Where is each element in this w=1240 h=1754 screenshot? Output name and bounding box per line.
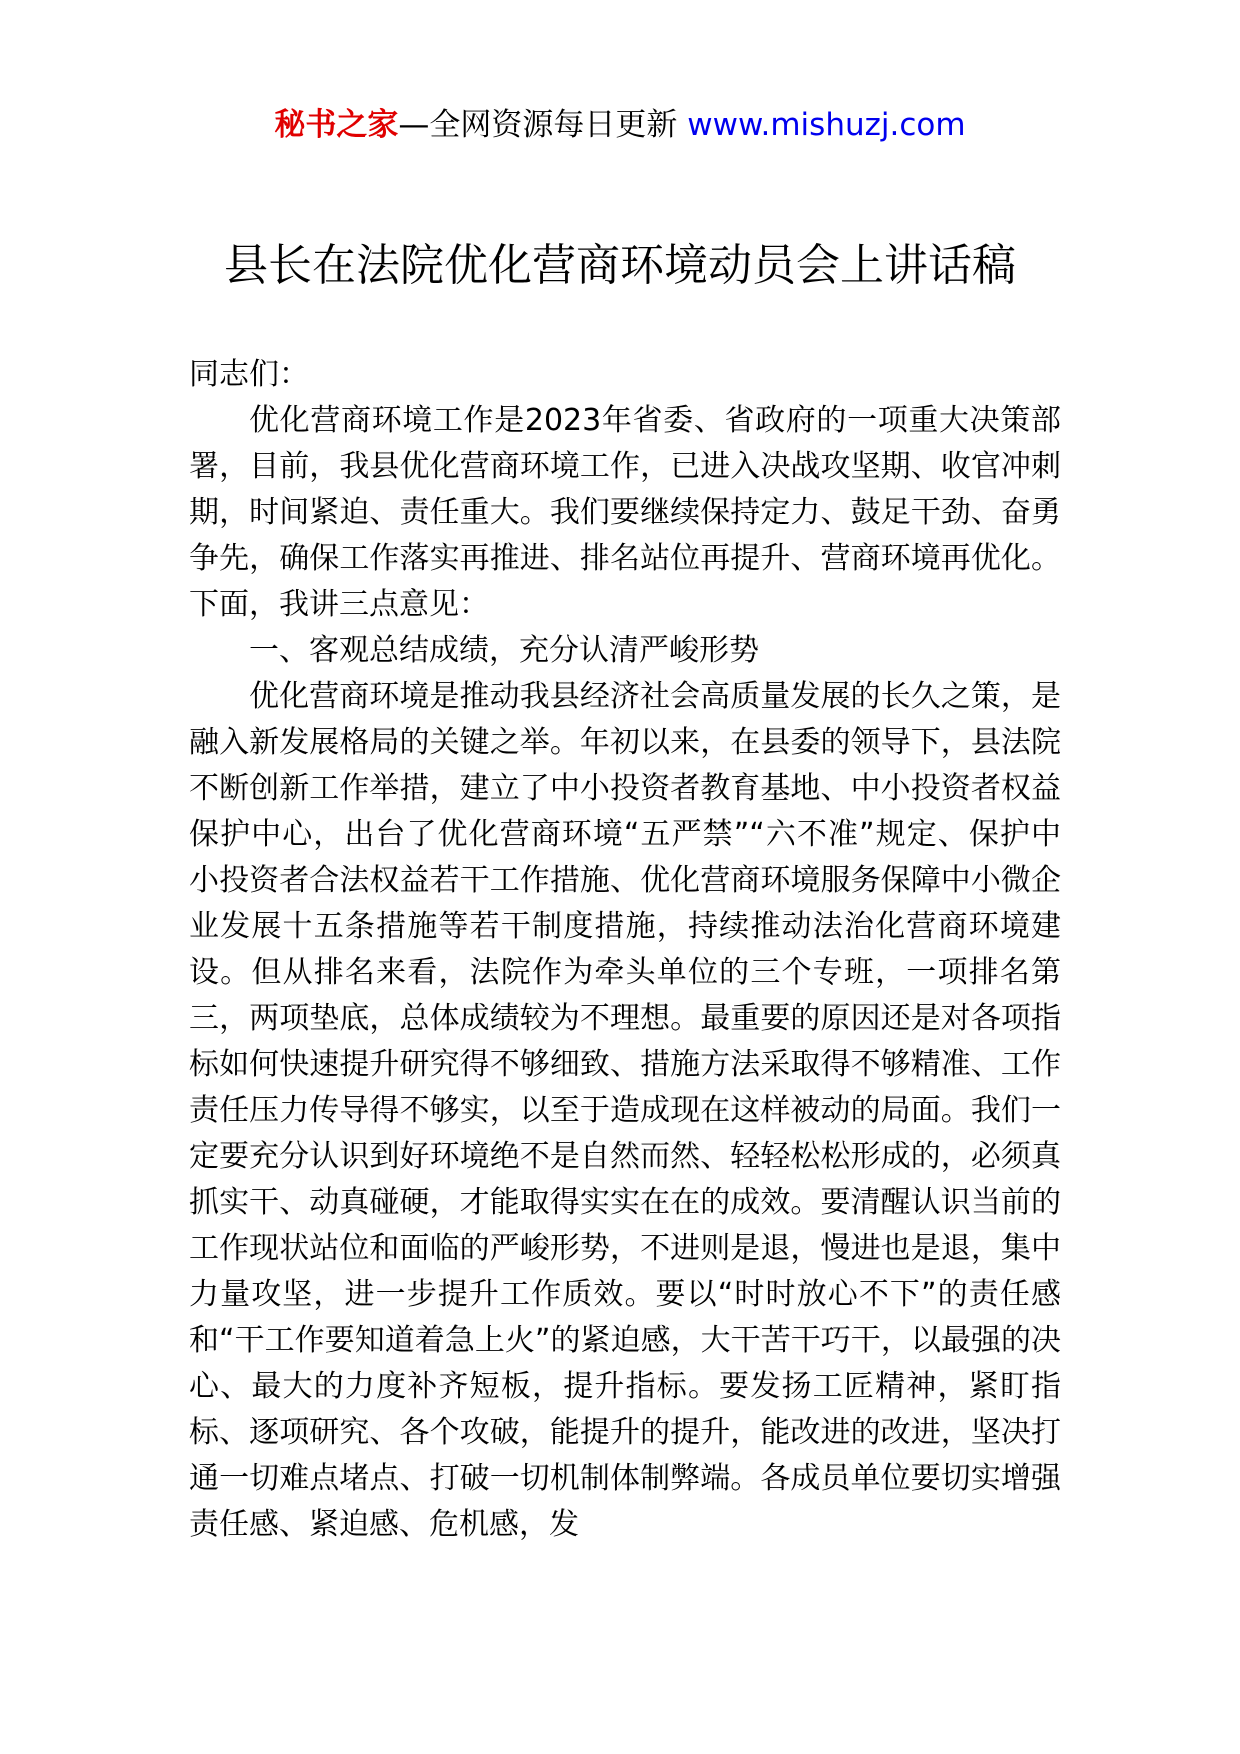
brand-name: 秘书之家	[274, 107, 399, 143]
document-title: 县长在法院优化营商环境动员会上讲话稿	[224, 240, 1016, 291]
salutation: 同志们：	[189, 357, 309, 392]
site-header	[0, 98, 1240, 152]
paragraph-section-1: 优化营商环境是推动我县经济社会高质量发展的长久之策，是融入新发展格局的关键之举。年初以来，在县委的领导下，县法院不断创新工作举措，建立了中小投资者教育基地、中小投资者权益保护中心，出台了优化营商环境“五严禁”“六不准”规定、保护中小投资者合法权益若干工作措施、优化营商环境服务保障中小微企业发展十五条措施等若干制度措施，持续推动法治化营商环境建设。但从排名来看，法院作为牵头单位的三个专班，一项排名第三，两项垫底，总体成绩较为不理想。最重要的原因还是对各项指标如何快速提升研究得不够细致、措施方法采取得不够精准、工作责任压力传导得不够实，以至于造成现在这样被动的局面。我们一定要充分认识到好环境绝不是自然而然、轻轻松松形成的，必须真抓实干、动真碰硬，才能取得实实在在的成效。要清醒认识当前的工作现状站位和面临的严峻形势，不进则是退，慢进也是退，集中力量攻坚，进一步提升工作质效。要以“时时放心不下”的责任感和“干工作要知道着急上火”的紧迫感，大干苦干巧干，以最强的决心、最大的力度补齐短板，提升指标。要发扬工匠精神，紧盯指标、逐项研究、各个攻破，能提升的提升，能改进的改进，坚决打通一切难点堵点、打破一切机制体制弊端。各成员单位要切实增强责任感、紧迫感、危机感，发	[189, 679, 1061, 1542]
section-heading: 一、客观总结成绩，充分认清严峻形势	[249, 633, 759, 668]
paragraph-intro: 优化营商环境工作是2023年省委、省政府的一项重大决策部署，目前，我县优化营商环境工作，已进入决战攻坚期、收官冲刺期，时间紧迫、责任重大。我们要继续保持定力、鼓足干劲、奋勇争先，确保工作落实再推进、排名站位再提升、营商环境再优化。下面，我讲三点意见：	[189, 403, 1061, 622]
document-body	[189, 352, 1061, 1548]
header-tagline: —全网资源每日更新	[398, 107, 678, 143]
site-url-link[interactable]: www.mishuzj.com	[687, 107, 966, 143]
